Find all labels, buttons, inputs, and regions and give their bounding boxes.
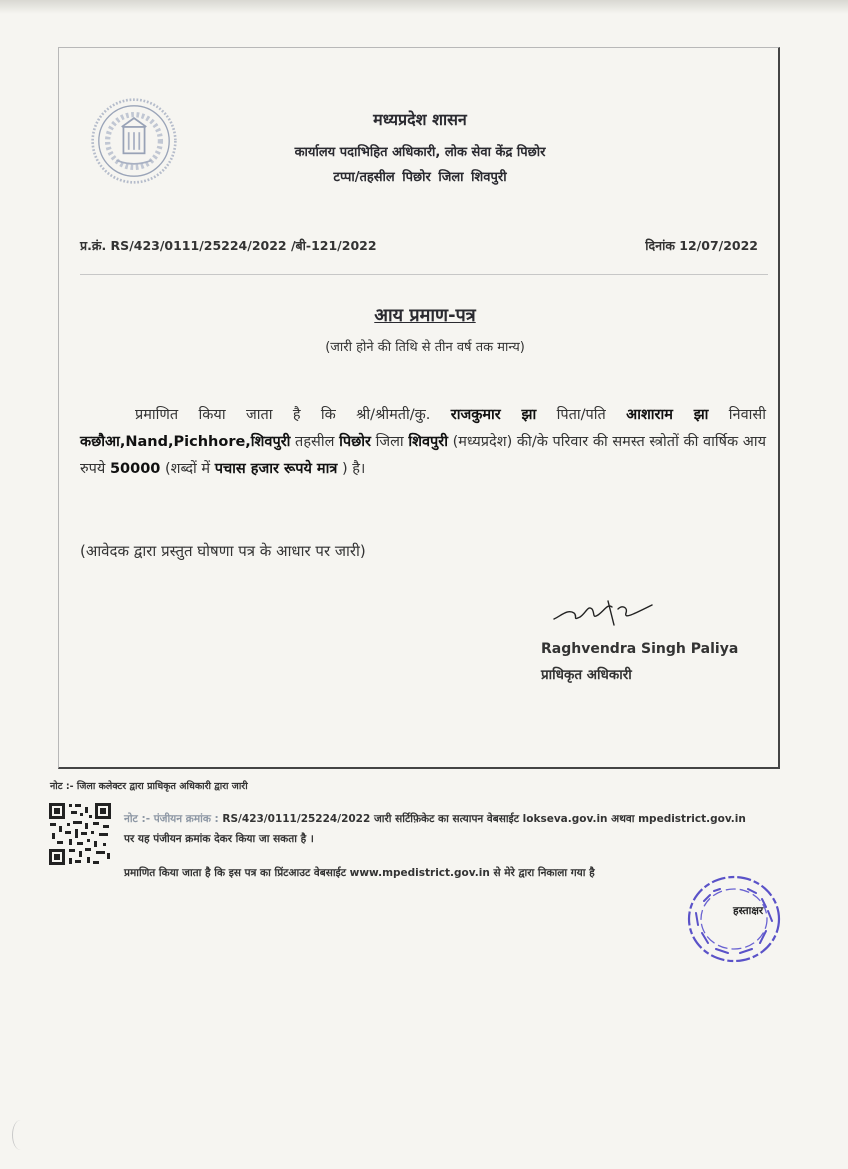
income-amount: 50000 — [109, 461, 161, 477]
divider — [80, 274, 768, 275]
income-amount-words: पचास हजार रूपये मात्र — [214, 461, 338, 477]
reference-row — [80, 237, 760, 255]
body-text: (शब्दों में — [160, 461, 215, 477]
body-text: ) है। — [337, 461, 366, 477]
handwritten-signature-icon — [548, 595, 658, 627]
body-text: जिला — [370, 434, 409, 450]
tehsil-name: पिछोर — [339, 434, 371, 450]
round-seal-icon — [684, 873, 784, 965]
scan-shadow — [0, 0, 848, 14]
verification-note — [124, 809, 754, 849]
verification-text: RS/423/0111/25224/2022 जारी सर्टिफ़िकेट का सत्यापन वेबसाईट lokseva.gov.in अथवा mpedistrict.gov.in पर यह पंजीयन क्रमांक देकर किया जा सकता है । — [124, 813, 746, 845]
district-name: शिवपुरी — [408, 434, 448, 450]
certificate-body — [80, 402, 766, 483]
officer-name: Raghvendra Singh Paliya — [541, 641, 739, 657]
government-title: मध्यप्रदेश शासन — [373, 110, 467, 129]
officer-designation: प्राधिकृत अधिकारी — [541, 667, 632, 683]
certificate-title: आय प्रमाण-पत्र — [374, 305, 476, 326]
printout-declaration: प्रमाणित किया जाता है कि इस पत्र का प्रिंटआउट वेबसाईट www.mpedistrict.gov.in से मेरे द्वारा निकाला गया है — [124, 867, 595, 879]
validity-note: (जारी होने की तिथि से तीन वर्ष तक मान्य) — [325, 340, 525, 355]
father-name: आशाराम झा — [626, 407, 709, 423]
body-text: पिता/पति — [536, 407, 627, 423]
holder-name: राजकुमार झा — [450, 407, 537, 423]
registration-label: नोट :- पंजीयन क्रमांक : — [124, 813, 223, 825]
office-name: कार्यालय पदाभिहित अधिकारी, लोक सेवा केंद्र पिछोर — [294, 145, 546, 160]
reference-number: प्र.क्रं. RS/423/0111/25224/2022 /बी-121/2022 — [80, 238, 377, 253]
body-text: निवासी — [708, 407, 766, 423]
collector-note: नोट :- जिला कलेक्टर द्वारा प्राधिकृत अधिकारी द्वारा जारी — [50, 781, 248, 792]
residence-address: कछौआ,Nand,Pichhore,शिवपुरी — [80, 434, 291, 450]
body-text: (मध्यप्रदेश) की/के परिवार की समस्त स्त्रोतों की वार्षिक आय रुपये — [80, 434, 766, 477]
body-text: प्रमाणित किया जाता है कि श्री/श्रीमती/कु. — [135, 407, 451, 423]
tehsil-district: टप्पा/तहसील पिछोर जिला शिवपुरी — [333, 170, 507, 185]
signature-label: हस्ताक्षर — [733, 905, 764, 917]
applicant-declaration-note: (आवेदक द्वारा प्रस्तुत घोषणा पत्र के आधार पर जारी) — [80, 542, 366, 560]
body-text: तहसील — [290, 434, 340, 450]
issue-date: दिनांक 12/07/2022 — [645, 238, 758, 253]
mp-state-emblem-icon — [90, 97, 178, 185]
qr-code-icon — [47, 801, 113, 867]
scan-edge-mark — [12, 1120, 29, 1150]
